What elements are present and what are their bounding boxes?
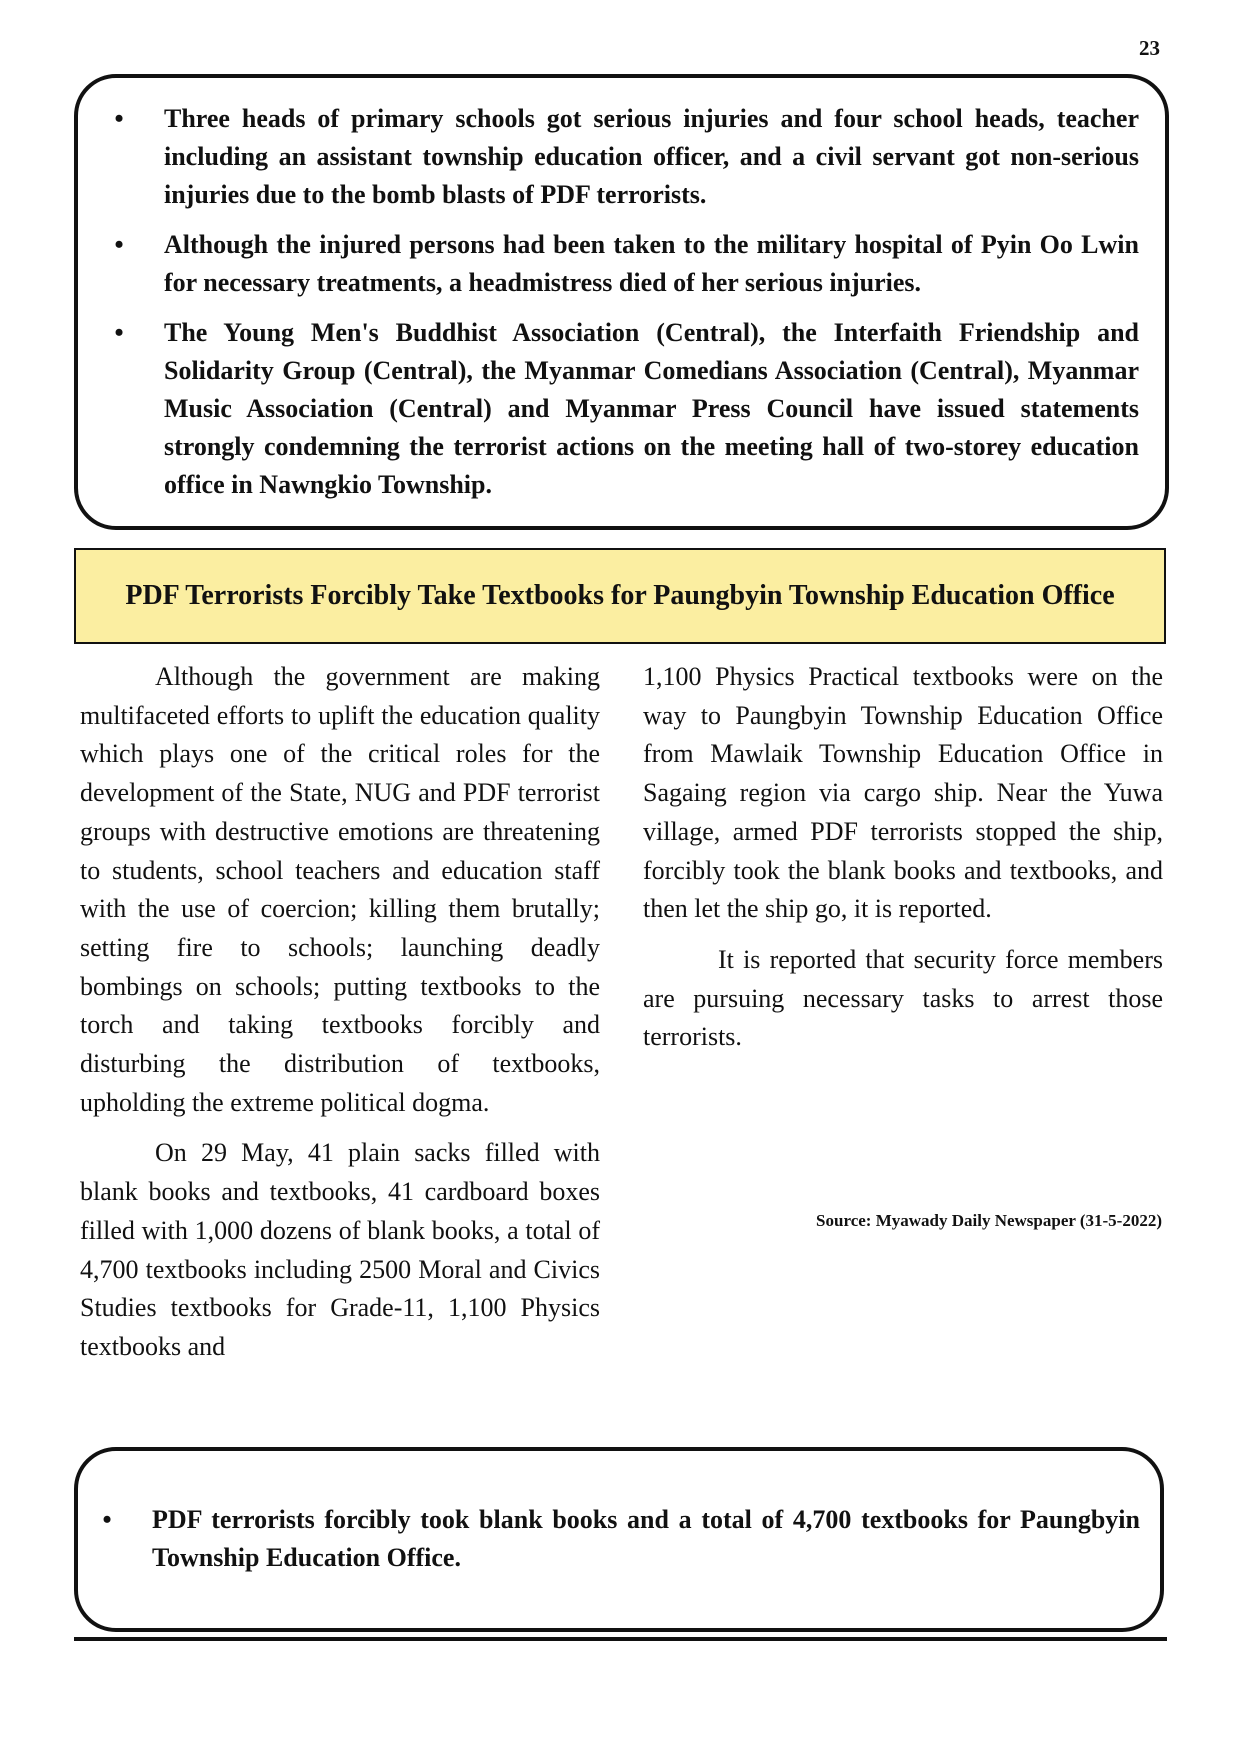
bullet-item xyxy=(104,226,1139,302)
bullet-item xyxy=(104,100,1139,214)
bullet-text: PDF terrorists forcibly took blank books and a total of 4,700 textbooks for Paungbyin Township Education Office. xyxy=(152,1505,1140,1572)
bottom-summary-box xyxy=(74,1447,1164,1632)
bullet-icon: • xyxy=(114,318,124,347)
page-number: 23 xyxy=(1139,36,1160,60)
top-bullet-list xyxy=(104,100,1139,504)
bullet-text: Although the injured persons had been taken to the military hospital of Pyin Oo Lwin for necessary treatments, a headmistress died of her serious injuries. xyxy=(164,230,1139,297)
bullet-icon: • xyxy=(102,1505,112,1534)
body-paragraph: 1,100 Physics Practical textbooks were on the way to Paungbyin Township Education Office from Mawlaik Township Education Office in Sagaing region via cargo ship. Near the Yuwa village, armed PDF terrorists stopped the ship, forcibly took the blank books and textbooks, and then let the ship go, it is reported. xyxy=(643,662,1163,924)
body-paragraph: It is reported that security force members are pursuing necessary tasks to arrest those terrorists. xyxy=(643,944,1163,1052)
article-headline: PDF Terrorists Forcibly Take Textbooks for Paungbyin Township Education Office xyxy=(125,580,1115,611)
bullet-item xyxy=(104,314,1139,504)
bullet-text: Three heads of primary schools got serious injuries and four school heads, teacher including an assistant township education officer, and a civil servant got non-serious injuries due to the bomb blasts of PDF terrorists. xyxy=(164,104,1139,209)
article-column-left xyxy=(80,658,600,1379)
bottom-bullet-list xyxy=(92,1501,1140,1577)
body-paragraph: On 29 May, 41 plain sacks filled with blank books and textbooks, 41 cardboard boxes filled with 1,000 dozens of blank books, a total of 4,700 textbooks including 2500 Moral and Civics Studies textbooks for Grade-11, 1,100 Physics textbooks and xyxy=(80,1138,600,1361)
headline-banner xyxy=(74,548,1166,644)
top-summary-box xyxy=(74,74,1169,530)
bullet-text: The Young Men's Buddhist Association (Central), the Interfaith Friendship and Solidarity Group (Central), the Myanmar Comedians Association (Central), Myanmar Music Association (Central) and Myanmar Press Council have issued statements strongly condemning the terrorist actions on the meeting hall of two-storey education office in Nawngkio Township. xyxy=(164,318,1139,499)
body-paragraph: Although the government are making multifaceted efforts to uplift the education quality which plays one of the critical roles for the development of the State, NUG and PDF terrorist groups with destructive emotions are threatening to students, school teachers and education staff with the use of coercion; killing them brutally; setting fire to schools; launching deadly bombings on schools; putting textbooks to the torch and taking textbooks forcibly and disturbing the distribution of textbooks, upholding the extreme political dogma. xyxy=(80,662,600,1117)
bullet-item xyxy=(92,1501,1140,1577)
bullet-icon: • xyxy=(114,104,124,133)
article-column-right xyxy=(643,658,1163,1069)
bullet-icon: • xyxy=(114,230,124,259)
source-credit: Source: Myawady Daily Newspaper (31-5-2022) xyxy=(816,1211,1162,1230)
footer-rule xyxy=(74,1637,1167,1641)
